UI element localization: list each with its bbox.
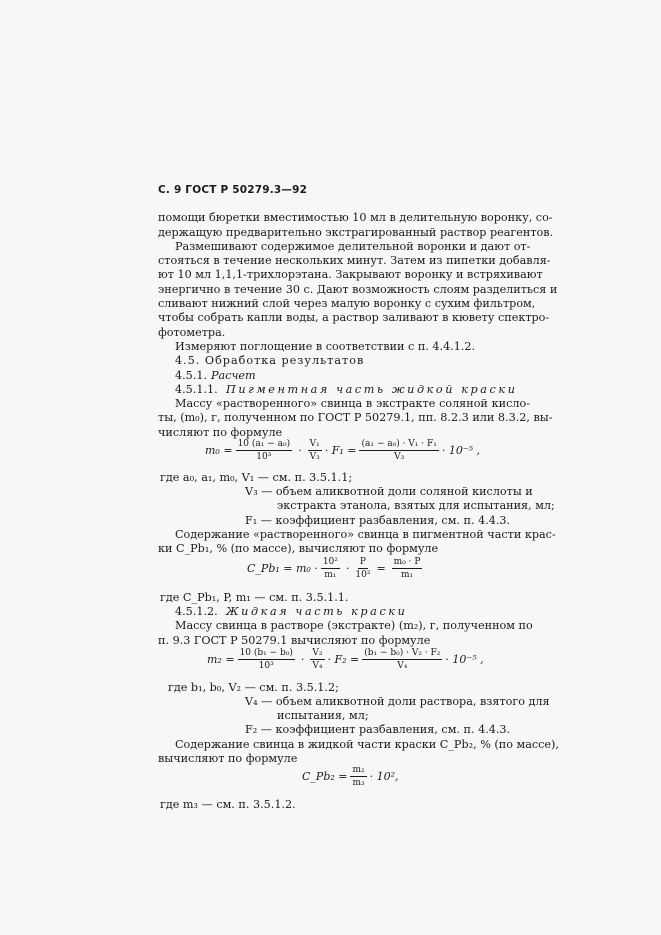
where-line: V₄ — объем аликвотной доли раствора, взятого для xyxy=(245,695,550,708)
text-line: вычисляют по формуле xyxy=(158,752,298,765)
subsection-number: 4.5.1. xyxy=(175,369,208,382)
text-line: п. 9.3 ГОСТ Р 50279.1 вычисляют по формуле xyxy=(158,634,431,647)
text-line: сливают нижний слой через малую воронку с сухим фильтром, xyxy=(158,297,536,310)
subsection-title: Жидкая часть краски xyxy=(226,605,408,618)
text-line: ки C_Pb₁, % (по массе), вычисляют по формуле xyxy=(158,542,439,555)
where-line: F₁ — коэффициент разбавления, см. п. 4.4.3. xyxy=(245,514,511,527)
text-line: Массу «растворенного» свинца в экстракте соляной кисло- xyxy=(175,397,530,410)
section-heading: 4.5. Обработка результатов xyxy=(175,354,365,367)
text-line: Массу свинца в растворе (экстракте) (m₂), г, полученном по xyxy=(175,619,533,632)
subsection-number: 4.5.1.1. xyxy=(175,383,218,396)
formula-cpb2: C_Pb₂ = $\frac{\text{m₂}}{\text{m₃}}$ · 10², xyxy=(302,765,399,788)
text-line: помощи бюретки вместимостью 10 мл в делительную воронку, со- xyxy=(158,211,553,224)
text-line: фотометра. xyxy=(158,326,226,339)
where-line: F₂ — коэффициент разбавления, см. п. 4.4.3. xyxy=(245,723,511,736)
text-line: Содержание свинца в жидкой части краски C_Pb₂, % (по массе), xyxy=(175,738,559,751)
where-line: где a₀, a₁, m₀, V₁ — см. п. 3.5.1.1; xyxy=(160,471,353,484)
text-line: Содержание «растворенного» свинца в пигментной части крас- xyxy=(175,528,556,541)
text-line: числяют по формуле xyxy=(158,426,283,439)
text-line: стояться в течение нескольких минут. Затем из пипетки добавля- xyxy=(158,254,551,267)
subsection-number: 4.5.1.2. xyxy=(175,605,218,618)
text-line: Измеряют поглощение в соответствии с п. 4.4.1.2. xyxy=(175,340,476,353)
formula-m0: m₀ = $\frac{\text{10 (a₁ − a₀)}}{\text{10³}}$ · V₁ V₃ · F₁ = $\frac{\text{(a₁ − a₀) · V₁ · F₁}}{\text{V₃}}$ · 10⁻⁵ , xyxy=(205,439,481,462)
where-line: где b₁, b₀, V₂ — см. п. 3.5.1.2; xyxy=(168,681,339,694)
text-line: держащую предварительно экстрагированный раствор реагентов. xyxy=(158,226,554,239)
where-line: испытания, мл; xyxy=(277,709,369,722)
where-line: где C_Pb₁, P, m₁ — см. п. 3.5.1.1. xyxy=(160,591,349,604)
subsection-title: Расчет xyxy=(211,369,256,382)
page-header: С. 9 ГОСТ Р 50279.3—92 xyxy=(158,184,308,196)
text-line: чтобы собрать капли воды, а раствор заливают в кювету спектро- xyxy=(158,311,550,324)
text-line: ют 10 мл 1,1,1-трихлорэтана. Закрывают воронку и встряхивают xyxy=(158,268,543,281)
formula-m2: m₂ = $\frac{\text{10 (b₁ − b₀)}}{\text{10³}}$ · V₂ V₄ · F₂ = $\frac{\text{(b₁ − b₀) · V₂ · F₂}}{\text{V₄}}$ · 10⁻⁵ , xyxy=(207,648,484,671)
text-line: энергично в течение 30 с. Дают возможность слоям разделиться и xyxy=(158,283,558,296)
where-line: где m₃ — см. п. 3.5.1.2. xyxy=(160,798,296,811)
where-line: V₃ — объем аликвотной доли соляной кислоты и xyxy=(245,485,533,498)
formula-cpb1-body: C_Pb₁ = m₀ · 10² m₁ · $\frac{P}{\text{10²}}$ = $\frac{\text{m₀ · P}}{\text{m₁}}$ xyxy=(247,557,421,580)
text-line: ты, (m₀), г, полученном по ГОСТ Р 50279.1, пп. 8.2.3 или 8.3.2, вы- xyxy=(158,411,553,424)
subsection-title: Пигментная часть жидкой краски xyxy=(226,383,518,396)
where-line: экстракта этанола, взятых для испытания, мл; xyxy=(277,499,555,512)
text-line: Размешивают содержимое делительной воронки и дают от- xyxy=(175,240,531,253)
